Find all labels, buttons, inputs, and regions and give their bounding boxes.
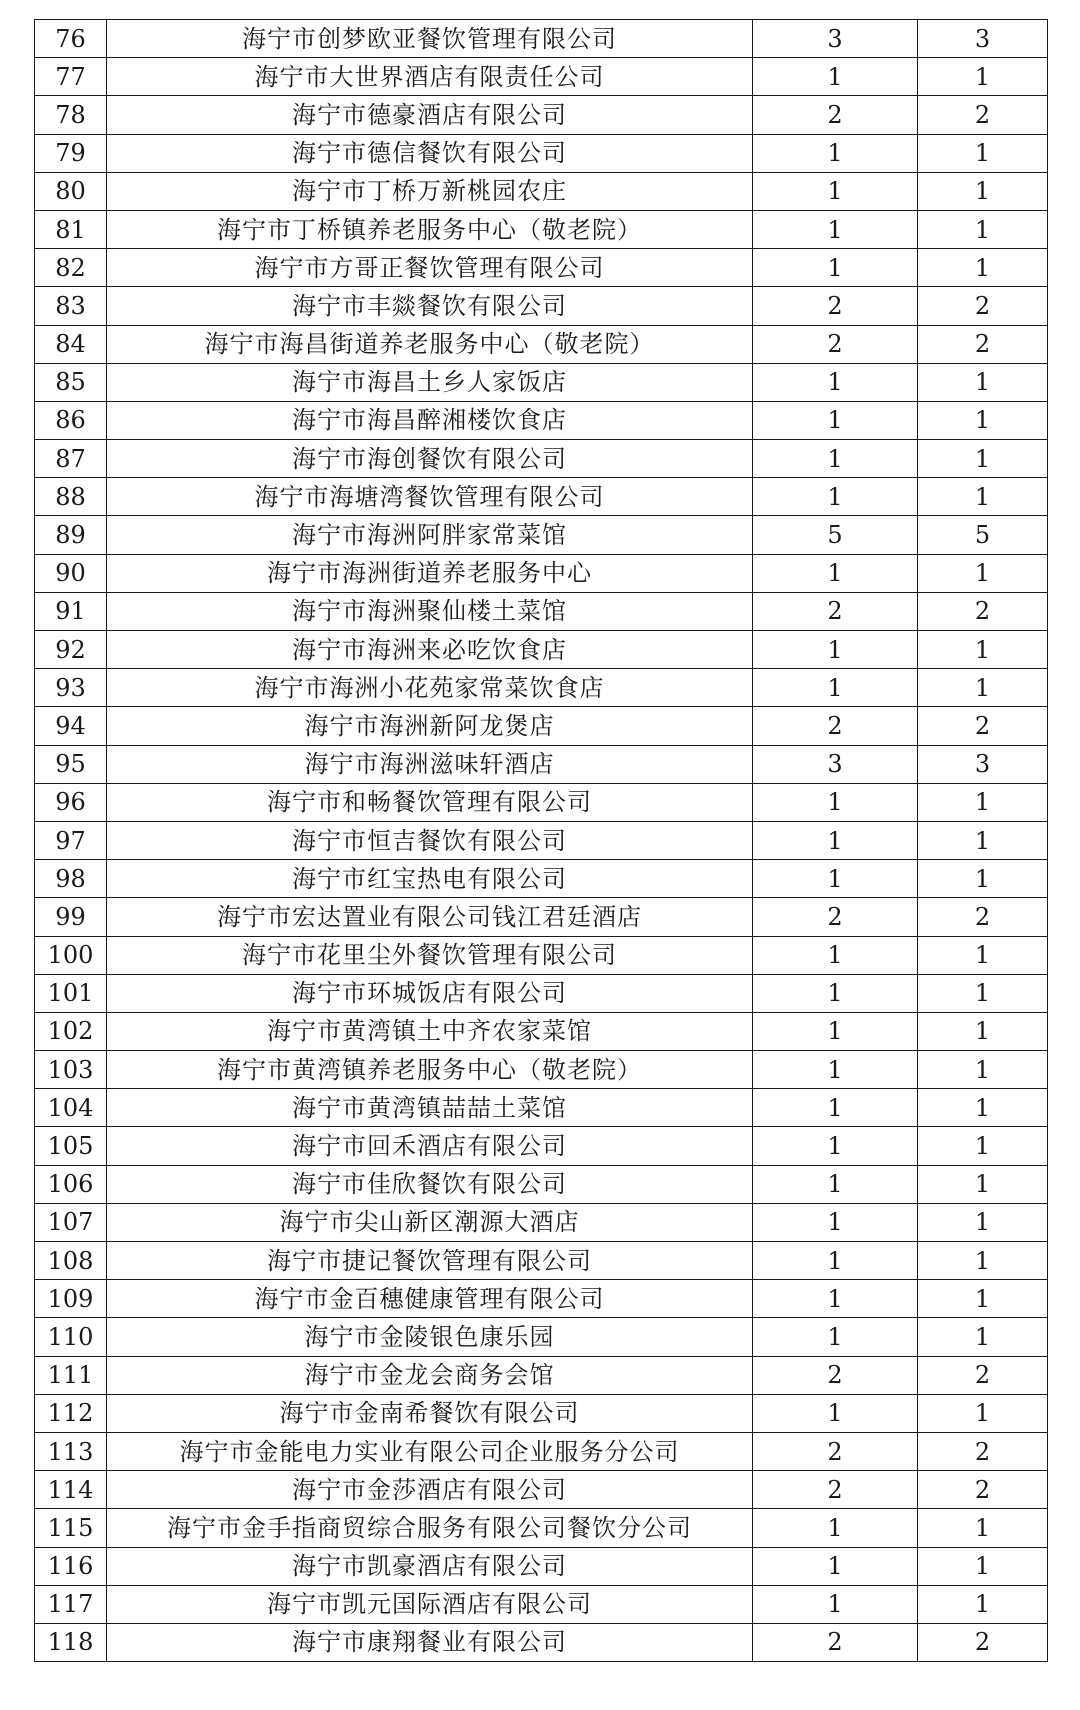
- count-b-cell: 1: [918, 1318, 1048, 1356]
- count-b-cell: 1: [918, 1012, 1048, 1050]
- count-a-cell: 1: [753, 1318, 918, 1356]
- table-row: [35, 20, 1048, 58]
- count-b-cell: 1: [918, 1585, 1048, 1623]
- entity-name-cell: 海宁市佳欣餐饮有限公司: [107, 1165, 753, 1203]
- table-row: [35, 58, 1048, 96]
- count-a-cell: 1: [753, 363, 918, 401]
- table-row: [35, 1585, 1048, 1623]
- row-number-cell: 114: [35, 1471, 107, 1509]
- count-b-cell: 1: [918, 1547, 1048, 1585]
- count-a-cell: 2: [753, 1471, 918, 1509]
- table-row: [35, 783, 1048, 821]
- count-a-cell: 2: [753, 1432, 918, 1470]
- entity-name-cell: 海宁市黄湾镇养老服务中心（敬老院）: [107, 1051, 753, 1089]
- count-a-cell: 1: [753, 172, 918, 210]
- row-number-cell: 94: [35, 707, 107, 745]
- count-b-cell: 1: [918, 478, 1048, 516]
- row-number-cell: 79: [35, 134, 107, 172]
- row-number-cell: 113: [35, 1432, 107, 1470]
- row-number-cell: 111: [35, 1356, 107, 1394]
- entity-name-cell: 海宁市丁桥万新桃园农庄: [107, 172, 753, 210]
- count-a-cell: 1: [753, 669, 918, 707]
- count-b-cell: 1: [918, 1051, 1048, 1089]
- table-row: [35, 478, 1048, 516]
- table-row: [35, 1280, 1048, 1318]
- count-a-cell: 1: [753, 1203, 918, 1241]
- count-a-cell: 1: [753, 631, 918, 669]
- row-number-cell: 109: [35, 1280, 107, 1318]
- entity-name-cell: 海宁市环城饭店有限公司: [107, 974, 753, 1012]
- count-a-cell: 1: [753, 58, 918, 96]
- count-a-cell: 1: [753, 821, 918, 859]
- count-a-cell: 2: [753, 96, 918, 134]
- row-number-cell: 117: [35, 1585, 107, 1623]
- entity-name-cell: 海宁市宏达置业有限公司钱江君廷酒店: [107, 898, 753, 936]
- count-b-cell: 2: [918, 1356, 1048, 1394]
- count-b-cell: 2: [918, 1471, 1048, 1509]
- entity-name-cell: 海宁市丁桥镇养老服务中心（敬老院）: [107, 210, 753, 248]
- entity-name-cell: 海宁市恒吉餐饮有限公司: [107, 821, 753, 859]
- count-b-cell: 1: [918, 1165, 1048, 1203]
- table-row: [35, 1471, 1048, 1509]
- count-b-cell: 5: [918, 516, 1048, 554]
- count-b-cell: 3: [918, 745, 1048, 783]
- row-number-cell: 118: [35, 1623, 107, 1661]
- count-b-cell: 1: [918, 134, 1048, 172]
- count-a-cell: 3: [753, 20, 918, 58]
- count-b-cell: 1: [918, 821, 1048, 859]
- count-b-cell: 1: [918, 440, 1048, 478]
- table-row: [35, 1051, 1048, 1089]
- table-row: [35, 974, 1048, 1012]
- entity-name-cell: 海宁市海创餐饮有限公司: [107, 440, 753, 478]
- table-row: [35, 401, 1048, 439]
- count-b-cell: 2: [918, 1623, 1048, 1661]
- table-row: [35, 210, 1048, 248]
- entity-name-cell: 海宁市金莎酒店有限公司: [107, 1471, 753, 1509]
- count-b-cell: 1: [918, 1509, 1048, 1547]
- table-row: [35, 134, 1048, 172]
- table-row: [35, 1165, 1048, 1203]
- row-number-cell: 90: [35, 554, 107, 592]
- count-a-cell: 1: [753, 401, 918, 439]
- count-b-cell: 1: [918, 860, 1048, 898]
- entity-name-cell: 海宁市海昌街道养老服务中心（敬老院）: [107, 325, 753, 363]
- entity-name-cell: 海宁市海洲小花苑家常菜饮食店: [107, 669, 753, 707]
- count-b-cell: 2: [918, 707, 1048, 745]
- count-a-cell: 2: [753, 707, 918, 745]
- count-a-cell: 1: [753, 860, 918, 898]
- entity-name-cell: 海宁市凯元国际酒店有限公司: [107, 1585, 753, 1623]
- entity-name-cell: 海宁市海洲街道养老服务中心: [107, 554, 753, 592]
- table-row: [35, 745, 1048, 783]
- row-number-cell: 98: [35, 860, 107, 898]
- count-a-cell: 2: [753, 1356, 918, 1394]
- entity-name-cell: 海宁市金南希餐饮有限公司: [107, 1394, 753, 1432]
- table-row: [35, 554, 1048, 592]
- count-a-cell: 1: [753, 134, 918, 172]
- entity-name-cell: 海宁市花里尘外餐饮管理有限公司: [107, 936, 753, 974]
- row-number-cell: 100: [35, 936, 107, 974]
- entity-name-cell: 海宁市方哥正餐饮管理有限公司: [107, 249, 753, 287]
- row-number-cell: 77: [35, 58, 107, 96]
- entity-name-cell: 海宁市海洲阿胖家常菜馆: [107, 516, 753, 554]
- row-number-cell: 95: [35, 745, 107, 783]
- count-b-cell: 1: [918, 1394, 1048, 1432]
- entity-name-cell: 海宁市康翔餐业有限公司: [107, 1623, 753, 1661]
- entity-name-cell: 海宁市黄湾镇土中齐农家菜馆: [107, 1012, 753, 1050]
- count-a-cell: 1: [753, 554, 918, 592]
- row-number-cell: 101: [35, 974, 107, 1012]
- entity-name-cell: 海宁市和畅餐饮管理有限公司: [107, 783, 753, 821]
- count-a-cell: 3: [753, 745, 918, 783]
- table-row: [35, 1394, 1048, 1432]
- count-a-cell: 2: [753, 592, 918, 630]
- row-number-cell: 99: [35, 898, 107, 936]
- count-b-cell: 1: [918, 210, 1048, 248]
- count-b-cell: 1: [918, 1242, 1048, 1280]
- count-a-cell: 2: [753, 325, 918, 363]
- entity-name-cell: 海宁市金手指商贸综合服务有限公司餐饮分公司: [107, 1509, 753, 1547]
- row-number-cell: 106: [35, 1165, 107, 1203]
- table-row: [35, 516, 1048, 554]
- table-row: [35, 172, 1048, 210]
- table-row: [35, 1242, 1048, 1280]
- row-number-cell: 104: [35, 1089, 107, 1127]
- row-number-cell: 110: [35, 1318, 107, 1356]
- entity-name-cell: 海宁市海洲滋味轩酒店: [107, 745, 753, 783]
- entity-name-cell: 海宁市海塘湾餐饮管理有限公司: [107, 478, 753, 516]
- entity-name-cell: 海宁市海昌醉湘楼饮食店: [107, 401, 753, 439]
- row-number-cell: 88: [35, 478, 107, 516]
- row-number-cell: 91: [35, 592, 107, 630]
- row-number-cell: 93: [35, 669, 107, 707]
- table-row: [35, 1127, 1048, 1165]
- row-number-cell: 96: [35, 783, 107, 821]
- table-row: [35, 821, 1048, 859]
- row-number-cell: 115: [35, 1509, 107, 1547]
- entity-name-cell: 海宁市红宝热电有限公司: [107, 860, 753, 898]
- count-a-cell: 1: [753, 478, 918, 516]
- entity-name-cell: 海宁市金陵银色康乐园: [107, 1318, 753, 1356]
- table-row: [35, 96, 1048, 134]
- count-a-cell: 2: [753, 287, 918, 325]
- row-number-cell: 81: [35, 210, 107, 248]
- table-row: [35, 631, 1048, 669]
- count-a-cell: 1: [753, 1280, 918, 1318]
- table-row: [35, 1547, 1048, 1585]
- count-b-cell: 1: [918, 1127, 1048, 1165]
- entity-name-cell: 海宁市德豪酒店有限公司: [107, 96, 753, 134]
- entity-name-cell: 海宁市大世界酒店有限责任公司: [107, 58, 753, 96]
- entity-name-cell: 海宁市创梦欧亚餐饮管理有限公司: [107, 20, 753, 58]
- entity-name-cell: 海宁市海昌土乡人家饭店: [107, 363, 753, 401]
- count-a-cell: 1: [753, 440, 918, 478]
- table-row: [35, 287, 1048, 325]
- count-b-cell: 2: [918, 898, 1048, 936]
- entity-name-cell: 海宁市海洲来必吃饮食店: [107, 631, 753, 669]
- entity-name-cell: 海宁市金龙会商务会馆: [107, 1356, 753, 1394]
- row-number-cell: 92: [35, 631, 107, 669]
- table-row: [35, 1089, 1048, 1127]
- count-b-cell: 1: [918, 363, 1048, 401]
- table-row: [35, 860, 1048, 898]
- table-row: [35, 1318, 1048, 1356]
- entity-name-cell: 海宁市尖山新区潮源大酒店: [107, 1203, 753, 1241]
- count-b-cell: 2: [918, 1432, 1048, 1470]
- count-b-cell: 1: [918, 58, 1048, 96]
- table-row: [35, 1509, 1048, 1547]
- row-number-cell: 116: [35, 1547, 107, 1585]
- table-row: [35, 1623, 1048, 1661]
- count-a-cell: 1: [753, 1051, 918, 1089]
- table-row: [35, 1356, 1048, 1394]
- row-number-cell: 108: [35, 1242, 107, 1280]
- count-b-cell: 2: [918, 592, 1048, 630]
- row-number-cell: 76: [35, 20, 107, 58]
- count-b-cell: 1: [918, 974, 1048, 1012]
- table-body: [35, 20, 1048, 1662]
- count-b-cell: 1: [918, 172, 1048, 210]
- count-a-cell: 1: [753, 1547, 918, 1585]
- row-number-cell: 103: [35, 1051, 107, 1089]
- count-a-cell: 1: [753, 1127, 918, 1165]
- entity-name-cell: 海宁市丰燚餐饮有限公司: [107, 287, 753, 325]
- count-a-cell: 1: [753, 1242, 918, 1280]
- row-number-cell: 86: [35, 401, 107, 439]
- count-b-cell: 1: [918, 631, 1048, 669]
- row-number-cell: 97: [35, 821, 107, 859]
- count-b-cell: 1: [918, 783, 1048, 821]
- row-number-cell: 82: [35, 249, 107, 287]
- entity-name-cell: 海宁市金百穗健康管理有限公司: [107, 1280, 753, 1318]
- table-row: [35, 249, 1048, 287]
- table-row: [35, 440, 1048, 478]
- entity-table: [34, 19, 1048, 1662]
- count-a-cell: 1: [753, 1394, 918, 1432]
- count-b-cell: 1: [918, 554, 1048, 592]
- count-b-cell: 3: [918, 20, 1048, 58]
- table-row: [35, 669, 1048, 707]
- count-a-cell: 1: [753, 1509, 918, 1547]
- entity-name-cell: 海宁市德信餐饮有限公司: [107, 134, 753, 172]
- count-b-cell: 1: [918, 1280, 1048, 1318]
- count-b-cell: 1: [918, 936, 1048, 974]
- table-row: [35, 707, 1048, 745]
- row-number-cell: 107: [35, 1203, 107, 1241]
- table-row: [35, 363, 1048, 401]
- count-a-cell: 1: [753, 1012, 918, 1050]
- count-a-cell: 1: [753, 936, 918, 974]
- table-row: [35, 325, 1048, 363]
- row-number-cell: 105: [35, 1127, 107, 1165]
- row-number-cell: 78: [35, 96, 107, 134]
- table-row: [35, 1203, 1048, 1241]
- count-b-cell: 2: [918, 325, 1048, 363]
- row-number-cell: 80: [35, 172, 107, 210]
- count-a-cell: 2: [753, 1623, 918, 1661]
- row-number-cell: 87: [35, 440, 107, 478]
- entity-name-cell: 海宁市海洲聚仙楼土菜馆: [107, 592, 753, 630]
- count-a-cell: 5: [753, 516, 918, 554]
- count-a-cell: 1: [753, 1165, 918, 1203]
- count-a-cell: 2: [753, 898, 918, 936]
- count-a-cell: 1: [753, 1585, 918, 1623]
- row-number-cell: 83: [35, 287, 107, 325]
- count-b-cell: 1: [918, 401, 1048, 439]
- table-row: [35, 1432, 1048, 1470]
- entity-name-cell: 海宁市金能电力实业有限公司企业服务分公司: [107, 1432, 753, 1470]
- row-number-cell: 89: [35, 516, 107, 554]
- entity-name-cell: 海宁市黄湾镇喆喆土菜馆: [107, 1089, 753, 1127]
- row-number-cell: 85: [35, 363, 107, 401]
- entity-name-cell: 海宁市捷记餐饮管理有限公司: [107, 1242, 753, 1280]
- entity-name-cell: 海宁市凯豪酒店有限公司: [107, 1547, 753, 1585]
- count-b-cell: 2: [918, 96, 1048, 134]
- count-b-cell: 1: [918, 1089, 1048, 1127]
- count-b-cell: 1: [918, 249, 1048, 287]
- count-b-cell: 1: [918, 669, 1048, 707]
- count-a-cell: 1: [753, 974, 918, 1012]
- count-a-cell: 1: [753, 249, 918, 287]
- row-number-cell: 84: [35, 325, 107, 363]
- count-b-cell: 1: [918, 1203, 1048, 1241]
- table-row: [35, 936, 1048, 974]
- table-row: [35, 1012, 1048, 1050]
- row-number-cell: 112: [35, 1394, 107, 1432]
- row-number-cell: 102: [35, 1012, 107, 1050]
- count-b-cell: 2: [918, 287, 1048, 325]
- entity-name-cell: 海宁市海洲新阿龙煲店: [107, 707, 753, 745]
- table-row: [35, 592, 1048, 630]
- entity-name-cell: 海宁市回禾酒店有限公司: [107, 1127, 753, 1165]
- table-row: [35, 898, 1048, 936]
- count-a-cell: 1: [753, 783, 918, 821]
- count-a-cell: 1: [753, 1089, 918, 1127]
- count-a-cell: 1: [753, 210, 918, 248]
